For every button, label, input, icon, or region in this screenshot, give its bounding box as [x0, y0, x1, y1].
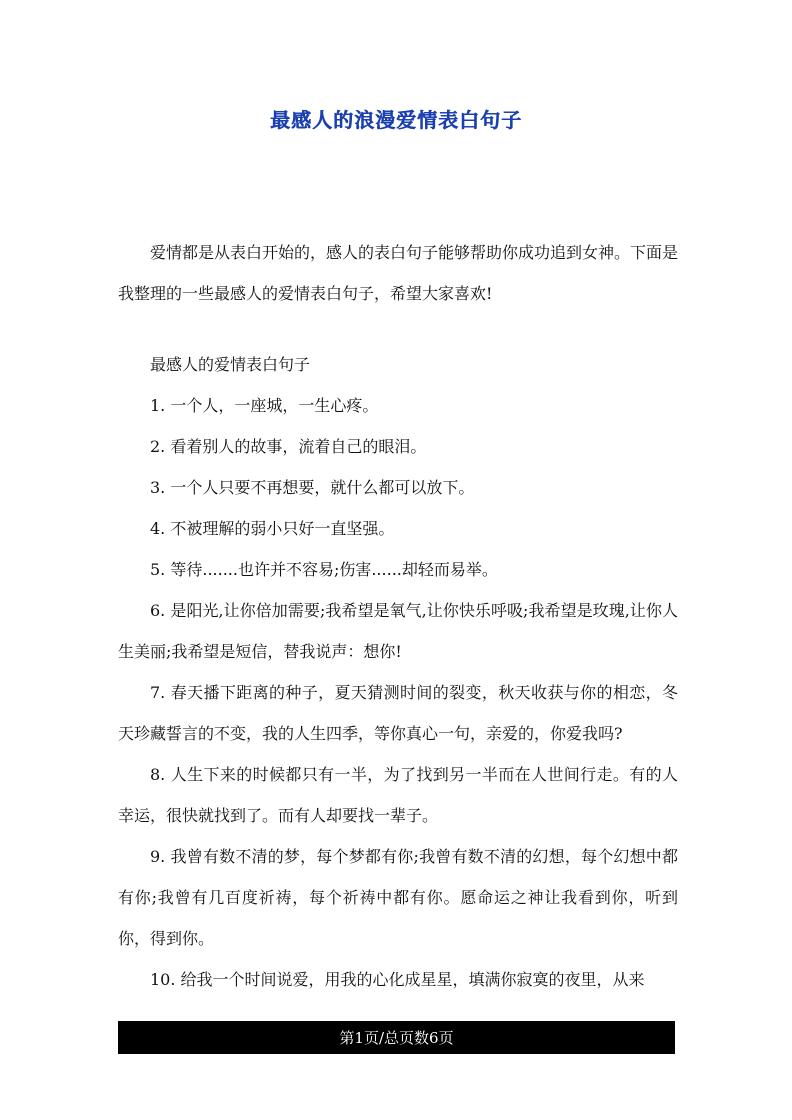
list-item: 3. 一个人只要不再想要，就什么都可以放下。: [150, 478, 475, 497]
document-title: 最感人的浪漫爱情表白句子: [270, 108, 522, 132]
list-item: 5. 等待.......也许并不容易;伤害......却轻而易举。: [150, 560, 498, 579]
page-footer: [118, 1021, 675, 1054]
page-label-prefix: 第: [339, 1029, 355, 1047]
total-pages-label: 总页数: [384, 1029, 430, 1047]
list-item: 6. 是阳光,让你倍加需要;我希望是氧气,让你快乐呼吸;我希望是玫瑰,让你人生美丽;我希望是短信，替我说声：想你!: [118, 601, 678, 661]
document-body: [118, 232, 678, 1000]
list-item: 9. 我曾有数不清的梦，每个梦都有你;我曾有数不清的幻想，每个幻想中都有你;我曾有几百度祈祷，每个祈祷中都有你。愿命运之神让我看到你，听到你，得到你。: [118, 847, 678, 948]
page-label-suffix: 页: [363, 1029, 379, 1047]
total-pages-number: 6: [429, 1028, 439, 1047]
list-item: 1. 一个人，一座城，一生心疼。: [150, 396, 379, 415]
current-page-number: 1: [354, 1028, 364, 1047]
intro-paragraph: 爱情都是从表白开始的，感人的表白句子能够帮助你成功追到女神。下面是我整理的一些最感人的爱情表白句子，希望大家喜欢!: [118, 243, 679, 303]
list-item: 2. 看着别人的故事，流着自己的眼泪。: [150, 437, 427, 456]
list-item: 10. 给我一个时间说爱，用我的心化成星星，填满你寂寞的夜里，从来: [150, 970, 645, 989]
list-item: 7. 春天播下距离的种子，夏天猜测时间的裂变，秋天收获与你的相恋，冬天珍藏誓言的不变，我的人生四季，等你真心一句，亲爱的，你爱我吗?: [118, 683, 678, 743]
list-item: 8. 人生下来的时候都只有一半，为了找到另一半而在人世间行走。有的人幸运，很快就找到了。而有人却要找一辈子。: [118, 765, 678, 825]
list-item: 4. 不被理解的弱小只好一直坚强。: [150, 519, 395, 538]
section-heading: 最感人的爱情表白句子: [150, 355, 311, 374]
total-pages-suffix: 页: [438, 1029, 454, 1047]
page-separator: /: [378, 1028, 385, 1047]
